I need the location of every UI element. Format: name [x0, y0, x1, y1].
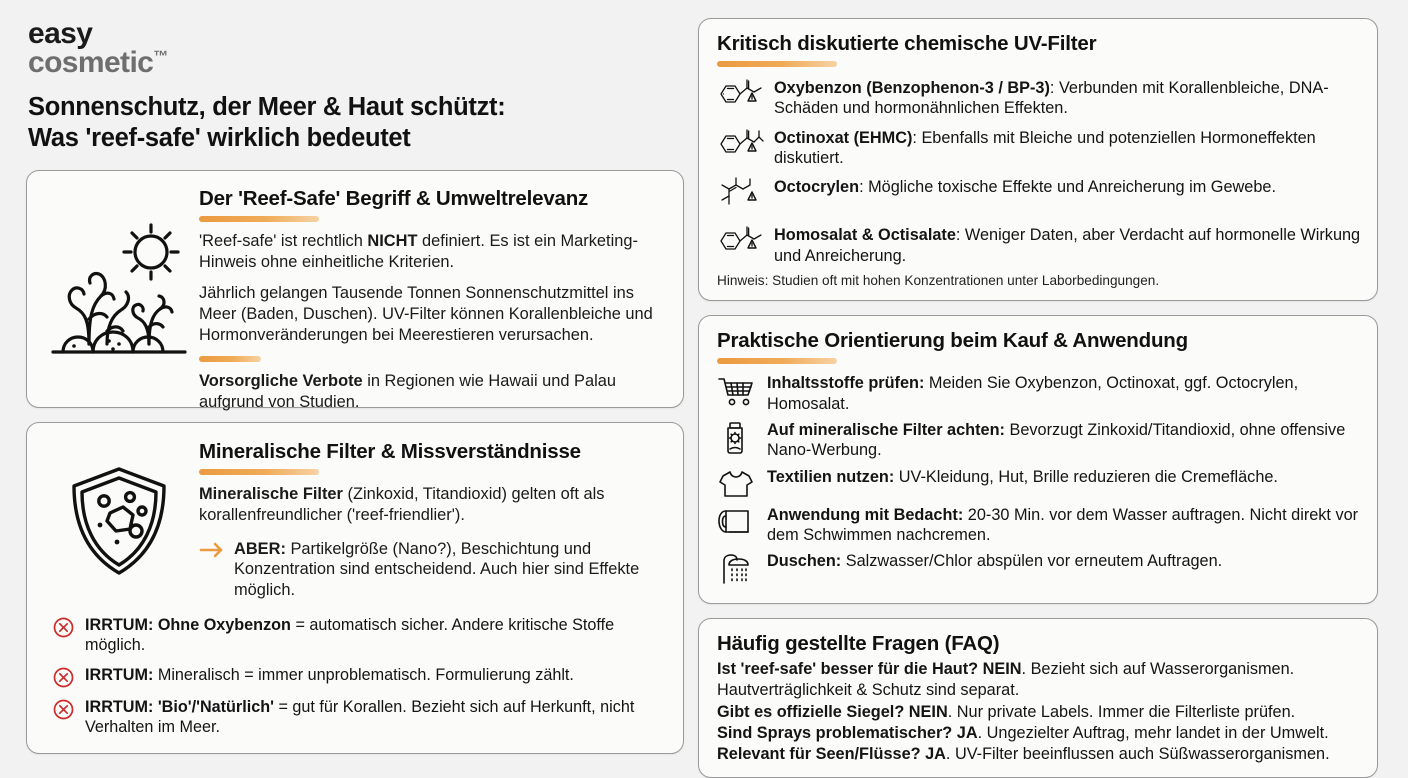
- list-item-emphasis: Inhaltsstoffe prüfen:: [767, 374, 925, 393]
- list-item-rest: = gut für Korallen. Bezieht sich auf Herkunft, nicht Verhalten im Meer.: [85, 697, 635, 736]
- list-item-rest: 20-30 Min. vor dem Wasser auftragen. Nicht direkt vor dem Schwimmen nachcremen.: [767, 505, 1359, 544]
- p1-pre: 'Reef-safe' ist rechtlich: [199, 231, 368, 250]
- practical-tip-list: [717, 373, 1361, 585]
- mineral-caveat-text: [234, 539, 667, 601]
- card-practical-tips: [698, 315, 1378, 604]
- faq-question: Relevant für Seen/Flüsse? JA: [717, 745, 946, 763]
- circle-x-icon: [53, 697, 75, 720]
- left-column: [0, 0, 684, 768]
- card-practical-title: Praktische Orientierung beim Kauf & Anwendung: [717, 329, 1188, 353]
- page-title: [28, 92, 684, 154]
- list-item: [717, 467, 1361, 499]
- aber-post: Partikelgröße (Nano?), Beschichtung und Konzentration sind entscheidend. Auch hier sind Effekte möglich.: [234, 539, 640, 600]
- list-item: [717, 420, 1361, 461]
- title-underline-accent: [717, 61, 837, 67]
- right-column: [698, 0, 1396, 768]
- card-mineral-filters: [26, 422, 684, 754]
- chemical-filter-list: [717, 76, 1361, 266]
- homosalate-warning-icon: [717, 223, 765, 264]
- trademark-symbol: ™: [153, 47, 168, 65]
- p1-post: definiert. Es ist ein Marketing-Hinweis ohne einheitliche Kriterien.: [199, 231, 638, 271]
- card-reef-safe-body: [199, 185, 667, 411]
- card-faq: [698, 618, 1378, 778]
- list-item-text: [767, 373, 1361, 414]
- shield-particles-icon: [39, 436, 199, 601]
- list-item: [717, 126, 1361, 169]
- reef-safe-paragraph-2: Jährlich gelangen Tausende Tonnen Sonnenschutzmittel ins Meer (Baden, Duschen). UV-Filter können Korallenbleiche und Hormonveränderungen bei Meerestieren verursachen.: [199, 284, 653, 345]
- list-item-text: [767, 505, 1361, 546]
- list-item: [53, 697, 663, 738]
- card-mineral-body: [199, 436, 667, 601]
- card-chemical-filters: [698, 18, 1378, 301]
- brand-line-2-text: cosmetic: [28, 45, 154, 79]
- list-item-text: [774, 126, 1361, 169]
- arrow-right-icon: [199, 539, 225, 558]
- list-item: [717, 76, 1361, 119]
- list-item-emphasis: Auf mineralische Filter achten:: [767, 420, 1005, 439]
- list-item-rest: : Weniger Daten, aber Verdacht auf hormonelle Wirkung und Anreicherung.: [774, 226, 1361, 265]
- list-item: [717, 744, 1361, 765]
- list-item: [717, 373, 1361, 414]
- list-item-text: [767, 551, 1361, 571]
- brand-line-2: [28, 45, 684, 79]
- mineral-paragraph-1: [199, 484, 667, 526]
- list-item: [717, 505, 1361, 546]
- page-title-line-1: Sonnenschutz, der Meer & Haut schützt:: [28, 92, 506, 121]
- list-item-text: [774, 175, 1361, 197]
- list-item: [717, 551, 1361, 585]
- reef-safe-paragraph-1: [199, 231, 667, 273]
- faq-question: Sind Sprays problematischer? JA: [717, 723, 978, 742]
- aber-emphasis: ABER:: [234, 539, 286, 558]
- shopping-cart-icon: [717, 373, 757, 407]
- list-item: [53, 665, 663, 688]
- card-faq-title: Häufig gestellte Fragen (FAQ): [717, 632, 1000, 656]
- list-item-emphasis: Anwendung mit Bedacht:: [767, 505, 964, 524]
- sunscreen-tube-icon: [717, 420, 757, 456]
- title-underline-accent: [199, 216, 319, 222]
- card-reef-safe: [26, 170, 684, 411]
- list-item-emphasis: IRRTUM:: [85, 665, 154, 684]
- mineral-caveat-row: [199, 539, 667, 601]
- list-item-rest: Salzwasser/Chlor abspülen vor erneutem Auftragen.: [841, 552, 1223, 571]
- list-item-rest: = automatisch sicher. Andere kritische Stoffe möglich.: [85, 616, 615, 655]
- list-item-text: [774, 76, 1361, 119]
- list-item-emphasis: Homosalat & Octisalate: [774, 226, 956, 245]
- list-item-emphasis: Duschen:: [767, 552, 842, 571]
- p1-emphasis: NICHT: [367, 231, 418, 250]
- brand-logo: [28, 17, 684, 79]
- list-item-rest: : Verbunden mit Korallenbleiche, DNA-Schäden und hormonähnlichen Effekten.: [774, 79, 1329, 118]
- faq-question: Ist 'reef-safe' besser für die Haut? NEIN: [717, 660, 1022, 679]
- list-item-text: [774, 223, 1361, 266]
- list-item: [717, 702, 1361, 723]
- towel-icon: [717, 505, 757, 537]
- list-item-text: [85, 697, 663, 738]
- tshirt-icon: [717, 467, 757, 499]
- circle-x-icon: [53, 665, 75, 688]
- list-item: [717, 175, 1361, 216]
- chemical-filters-note: Hinweis: Studien oft mit hohen Konzentrationen unter Laborbedingungen.: [717, 273, 1160, 289]
- list-item-text: [85, 665, 574, 685]
- list-item-emphasis: Octinoxat (EHMC): [774, 128, 913, 147]
- list-item: [717, 723, 1361, 744]
- circle-x-icon: [53, 615, 75, 638]
- benzophenone-warning-icon: [717, 76, 765, 117]
- list-item-rest: : Mögliche toxische Effekte und Anreicherung im Gewebe.: [859, 178, 1276, 197]
- list-item-text: [767, 467, 1361, 487]
- shower-icon: [717, 551, 757, 585]
- faq-list: [717, 659, 1361, 765]
- list-item-emphasis: IRRTUM: Ohne Oxybenzon: [85, 616, 291, 634]
- list-item-emphasis: Textilien nutzen:: [767, 467, 895, 486]
- mineral-p1-post: (Zinkoxid, Titandioxid) gelten oft als korallenfreundlicher ('reef-friendlier').: [199, 484, 605, 524]
- p3-post: in Regionen wie Hawaii und Palau aufgrund von Studien.: [199, 371, 616, 411]
- octocrylene-warning-icon: [717, 175, 765, 216]
- mineral-p1-emphasis: Mineralische Filter: [199, 484, 343, 503]
- list-item-rest: Mineralisch = immer unproblematisch. Formulierung zählt.: [153, 665, 574, 684]
- title-underline-accent: [717, 358, 837, 364]
- list-item-emphasis: Oxybenzon (Benzophenon-3 / BP-3): [774, 79, 1050, 97]
- list-item-emphasis: IRRTUM: 'Bio'/'Natürlich': [85, 697, 274, 716]
- card-chemical-title: Kritisch diskutierte chemische UV-Filter: [717, 32, 1097, 55]
- list-item-rest: : Ebenfalls mit Bleiche und potenziellen Hormoneffekten diskutiert.: [774, 128, 1316, 168]
- faq-question: Gibt es offizielle Siegel? NEIN: [717, 702, 948, 721]
- list-item-rest: UV-Kleidung, Hut, Brille reduzieren die Cremefläche.: [894, 467, 1278, 486]
- list-item-emphasis: Octocrylen: [774, 178, 860, 197]
- list-item: [53, 615, 663, 656]
- title-underline-accent: [199, 469, 319, 475]
- faq-answer: . UV-Filter beeinflussen auch Süßwasserorganismen.: [945, 745, 1330, 763]
- list-item-rest: Meiden Sie Oxybenzon, Octinoxat, ggf. Octocrylen, Homosalat.: [767, 374, 1299, 413]
- misconception-list: [39, 615, 667, 737]
- ehmc-warning-icon: [717, 126, 765, 167]
- list-item-text: [767, 420, 1361, 461]
- reef-safe-paragraph-3: [199, 371, 667, 413]
- card-mineral-title: Mineralische Filter & Missverständnisse: [199, 439, 581, 463]
- faq-answer: . Ungezielter Auftrag, mehr landet in der Umwelt.: [977, 723, 1329, 742]
- section-divider-accent: [199, 356, 261, 362]
- coral-reef-sun-icon: [39, 185, 199, 391]
- p3-emphasis: Vorsorgliche Verbote: [199, 371, 363, 390]
- list-item-rest: Bevorzugt Zinkoxid/Titandioxid, ohne offensive Nano-Werbung.: [767, 420, 1346, 460]
- page-title-line-2: Was 'reef-safe' wirklich bedeutet: [28, 123, 411, 152]
- card-reef-safe-title: Der 'Reef-Safe' Begriff & Umweltrelevanz: [199, 186, 589, 210]
- faq-answer: . Bezieht sich auf Wasserorganismen. Hautverträglichkeit & Schutz sind separat.: [717, 660, 1295, 700]
- list-item: [717, 223, 1361, 266]
- list-item: [717, 659, 1361, 701]
- brand-line-1: easy: [28, 17, 93, 50]
- list-item-text: [85, 615, 663, 656]
- faq-answer: . Nur private Labels. Immer die Filterliste prüfen.: [947, 702, 1296, 721]
